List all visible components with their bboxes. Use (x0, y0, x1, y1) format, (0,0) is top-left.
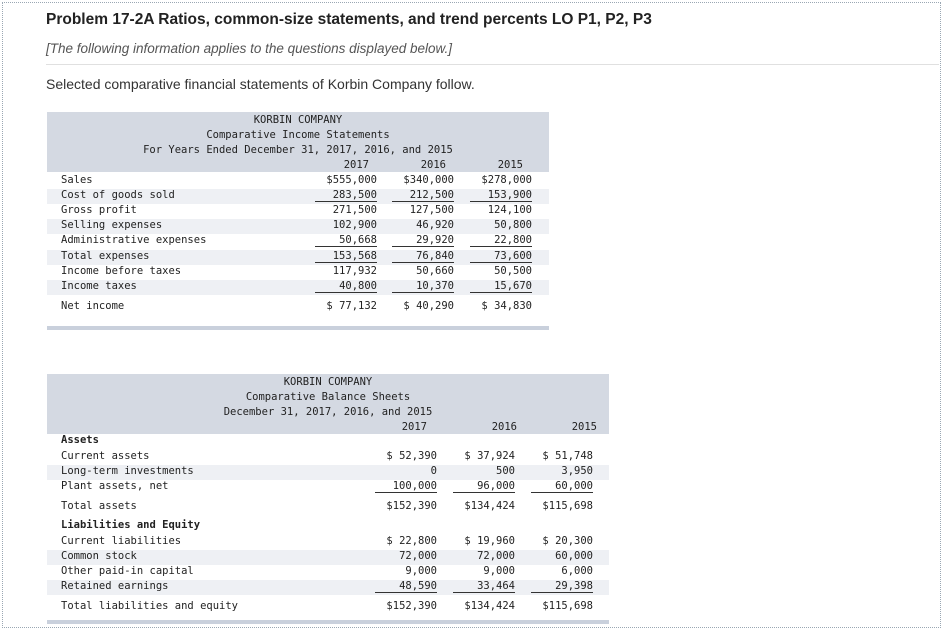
liability-row (47, 580, 609, 595)
row-value: 212,500 (392, 189, 454, 202)
income-company: KORBIN COMPANY (253, 114, 343, 126)
row-value: 9,000 (405, 565, 437, 577)
row-label: Other paid-in capital (61, 565, 194, 577)
row-label: Income taxes (61, 280, 137, 292)
row-label: Gross profit (61, 204, 137, 216)
liabilities-heading (47, 519, 609, 534)
income-row (47, 219, 549, 234)
row-value: 102,900 (332, 219, 377, 231)
row-value: 9,000 (483, 565, 515, 577)
income-year-2017: 2017 (343, 159, 369, 171)
row-label: Assets (61, 434, 99, 446)
row-value: 6,000 (561, 565, 593, 577)
row-value: 50,668 (315, 234, 377, 247)
row-label: Total assets (61, 500, 137, 512)
balance-company: KORBIN COMPANY (283, 376, 373, 388)
row-label: Cost of goods sold (61, 189, 175, 201)
income-row (47, 280, 549, 295)
row-value: 73,600 (470, 250, 532, 263)
income-row (47, 189, 549, 204)
row-label: Net income (61, 300, 125, 312)
row-label: Total expenses (61, 250, 150, 262)
row-value: 72,000 (399, 550, 437, 562)
asset-row (47, 450, 609, 465)
balance-statement-name: Comparative Balance Sheets (245, 391, 411, 403)
row-value: $ 22,800 (386, 535, 437, 547)
asset-row (47, 500, 609, 515)
row-value: 96,000 (453, 480, 515, 493)
row-value: 76,840 (392, 250, 454, 263)
income-year-2016: 2016 (420, 159, 446, 171)
row-value: 283,500 (315, 189, 377, 202)
divider (46, 64, 939, 65)
row-value: 40,800 (315, 280, 377, 293)
row-value: 22,800 (470, 234, 532, 247)
row-label: Current assets (61, 450, 150, 462)
row-value: 0 (430, 465, 437, 477)
balance-header (47, 374, 609, 434)
row-value: 60,000 (531, 480, 593, 493)
income-statement-name: Comparative Income Statements (206, 129, 390, 141)
income-period: For Years Ended December 31, 2017, 2016, and 2015 (143, 144, 453, 156)
row-label: Sales (61, 174, 93, 186)
row-value: 48,590 (375, 580, 437, 593)
row-value: 46,920 (416, 219, 454, 231)
row-value: $ 51,748 (542, 450, 593, 462)
balance-sheet-table (47, 374, 609, 624)
liability-row (47, 535, 609, 550)
row-value: 100,000 (375, 480, 437, 493)
balance-period: December 31, 2017, 2016, and 2015 (223, 406, 433, 418)
row-value: 60,000 (555, 550, 593, 562)
row-label: Plant assets, net (61, 480, 169, 492)
row-value: 271,500 (332, 204, 377, 216)
row-value: 153,900 (470, 189, 532, 202)
row-value: 29,920 (392, 234, 454, 247)
row-value: $ 20,300 (542, 535, 593, 547)
row-value: 29,398 (531, 580, 593, 593)
row-value: 500 (496, 465, 515, 477)
row-value: 33,464 (453, 580, 515, 593)
row-label: Long-term investments (61, 465, 194, 477)
income-row (47, 250, 549, 265)
problem-title: Problem 17-2A Ratios, common-size statements, and trend percents LO P1, P2, P3 (46, 11, 652, 28)
income-row (47, 265, 549, 280)
row-value: 50,500 (494, 265, 532, 277)
row-value: $ 77,132 (326, 300, 377, 312)
problem-note: [The following information applies to the questions displayed below.] (46, 41, 452, 56)
row-value: 127,500 (409, 204, 454, 216)
row-value: $ 40,290 (403, 300, 454, 312)
row-value: $ 19,960 (464, 535, 515, 547)
balance-year-2016: 2016 (491, 421, 517, 433)
income-year-2015: 2015 (497, 159, 523, 171)
row-value: 153,568 (315, 250, 377, 263)
row-value: 3,950 (561, 465, 593, 477)
row-label: Common stock (61, 550, 137, 562)
row-value: $115,698 (542, 500, 593, 512)
row-value: $152,390 (386, 500, 437, 512)
row-value: 124,100 (487, 204, 532, 216)
balance-year-2017: 2017 (401, 421, 427, 433)
income-bottom-bar (47, 326, 549, 330)
problem-intro: Selected comparative financial statements of Korbin Company follow. (46, 76, 475, 92)
asset-row (47, 480, 609, 495)
row-value: 15,670 (470, 280, 532, 293)
row-value: 72,000 (477, 550, 515, 562)
row-value: $134,424 (464, 600, 515, 612)
income-row (47, 204, 549, 219)
row-value: $ 52,390 (386, 450, 437, 462)
row-value: 50,800 (494, 219, 532, 231)
row-value: $ 34,830 (481, 300, 532, 312)
income-row (47, 174, 549, 189)
asset-row (47, 465, 609, 480)
liability-row (47, 600, 609, 615)
income-statement-table (47, 112, 549, 332)
income-header (47, 112, 549, 172)
row-value: 10,370 (392, 280, 454, 293)
row-value: $134,424 (464, 500, 515, 512)
row-label: Total liabilities and equity (61, 600, 239, 612)
income-row (47, 300, 549, 315)
balance-year-2015: 2015 (571, 421, 597, 433)
row-value: 50,660 (416, 265, 454, 277)
row-value: $115,698 (542, 600, 593, 612)
row-value: $152,390 (386, 600, 437, 612)
row-value: $278,000 (481, 174, 532, 186)
balance-bottom-bar (47, 620, 609, 624)
row-label: Income before taxes (61, 265, 182, 277)
income-row (47, 234, 549, 249)
row-label: Administrative expenses (61, 234, 207, 246)
row-value: 117,932 (332, 265, 377, 277)
row-value: $555,000 (326, 174, 377, 186)
row-label: Selling expenses (61, 219, 163, 231)
row-value: $340,000 (403, 174, 454, 186)
row-label: Liabilities and Equity (61, 519, 201, 531)
liability-row (47, 550, 609, 565)
liability-row (47, 565, 609, 580)
assets-heading (47, 434, 609, 449)
row-label: Current liabilities (61, 535, 182, 547)
row-value: $ 37,924 (464, 450, 515, 462)
row-label: Retained earnings (61, 580, 169, 592)
